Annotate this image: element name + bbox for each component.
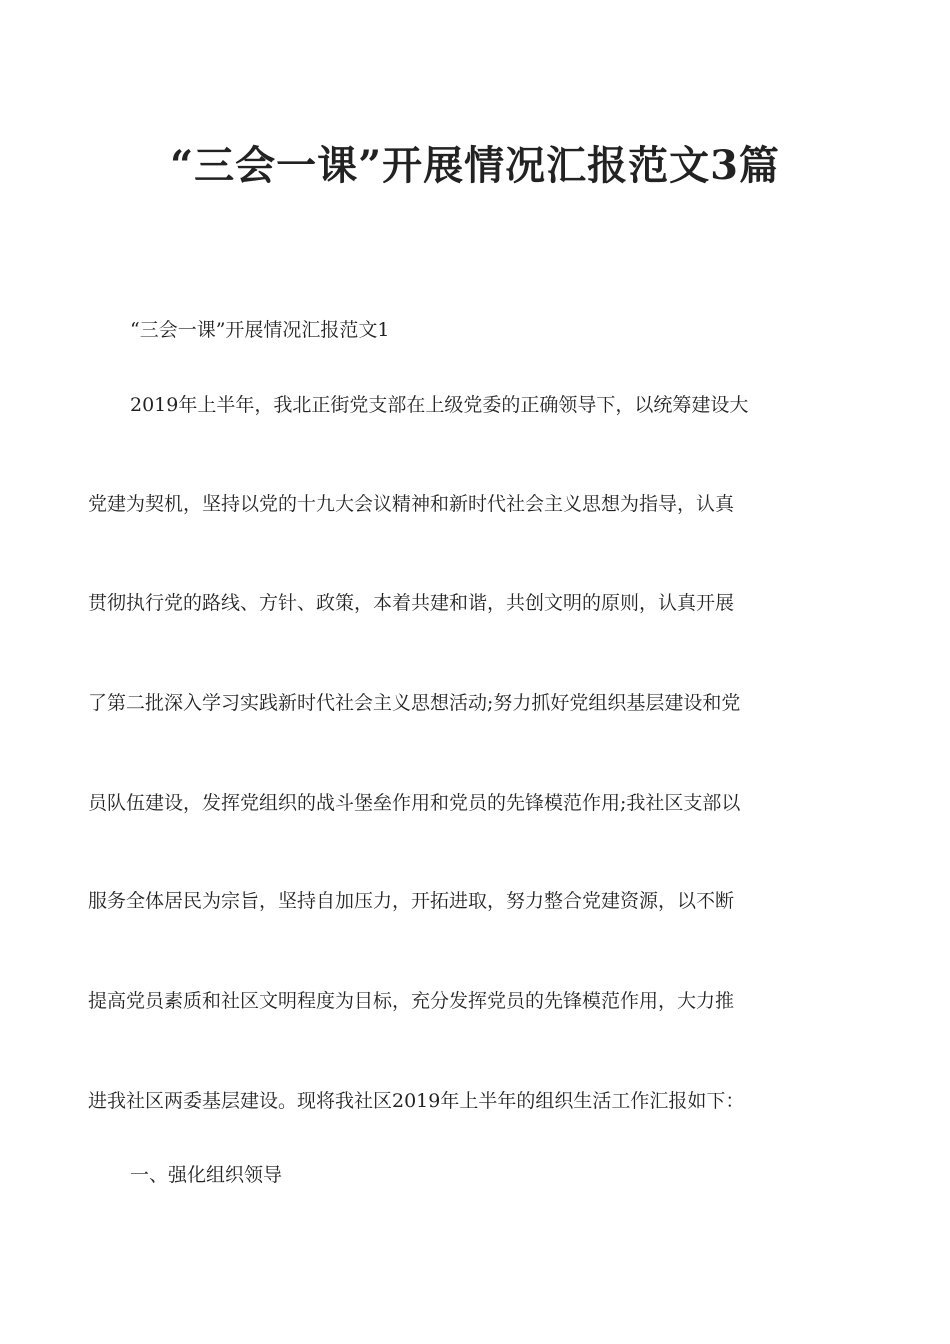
paragraph-line: 贯彻执行党的路线、方针、政策，本着共建和谐，共创文明的原则，认真开展 xyxy=(88,592,735,614)
paragraph-line: 服务全体居民为宗旨，坚持自加压力，开拓进取，努力整合党建资源，以不断 xyxy=(88,890,735,912)
paragraph-line: 2019年上半年，我北正街党支部在上级党委的正确领导下，以统筹建设大 xyxy=(130,394,749,416)
paragraph-line: 了第二批深入学习实践新时代社会主义思想活动;努力抓好党组织基层建设和党 xyxy=(88,692,741,714)
paragraph-line: 党建为契机，坚持以党的十九大会议精神和新时代社会主义思想为指导，认真 xyxy=(88,493,735,515)
paragraph-line: 员队伍建设，发挥党组织的战斗堡垒作用和党员的先锋模范作用;我社区支部以 xyxy=(88,792,741,814)
paragraph-line: 进我社区两委基层建设。现将我社区2019年上半年的组织生活工作汇报如下： xyxy=(88,1090,745,1112)
document-title: “三会一课”开展情况汇报范文3篇 xyxy=(170,142,780,189)
section-heading: 一、强化组织领导 xyxy=(130,1164,283,1186)
section-title: “三会一课”开展情况汇报范文1 xyxy=(130,319,390,341)
paragraph-line: 提高党员素质和社区文明程度为目标，充分发挥党员的先锋模范作用，大力推 xyxy=(88,990,735,1012)
